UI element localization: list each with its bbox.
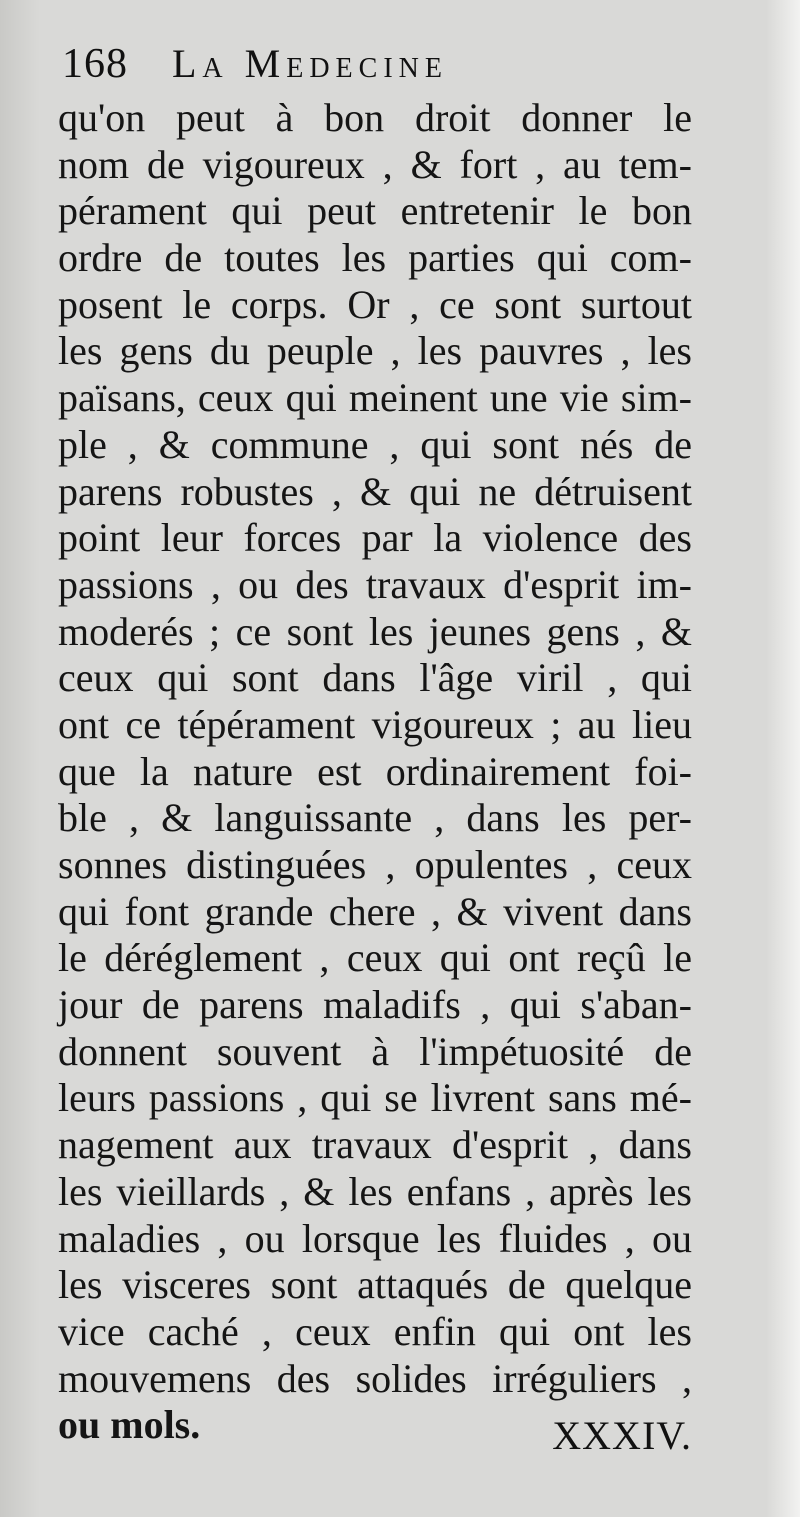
text-line: posent le corps. Or , ce sont surtout bbox=[58, 281, 692, 327]
text-line: sonnes distinguées , opulentes , ceux bbox=[58, 842, 692, 887]
text-line: ceux qui sont dans l'âge viril , qui bbox=[58, 655, 692, 701]
text-line: leurs passions , qui se livrent sans mé- bbox=[58, 1075, 692, 1121]
text-line: ordre de toutes les parties qui com- bbox=[58, 235, 692, 281]
text-line: nagement aux travaux d'esprit , dans bbox=[58, 1122, 692, 1168]
text-line: parens robustes , & qui ne détruisent bbox=[58, 468, 692, 514]
text-line-final: ou mols. bbox=[58, 1402, 201, 1448]
text-line: passions , ou des travaux d'esprit im- bbox=[58, 561, 692, 607]
text-line: pérament qui peut entretenir le bon bbox=[58, 188, 692, 234]
page-number: 168 bbox=[62, 41, 128, 87]
text-line: moderés ; ce sont les jeunes gens , & bbox=[58, 608, 692, 654]
text-line: païsans, ceux qui meinent une vie sim- bbox=[58, 375, 692, 421]
running-title: La Medecine bbox=[172, 41, 448, 86]
text-line: maladies , ou lorsque les fluides , ou bbox=[58, 1215, 692, 1261]
text-line: mouvemens des solides irréguliers , bbox=[58, 1355, 692, 1401]
text-line: les gens du peuple , les pauvres , les bbox=[58, 328, 692, 374]
text-line: ple , & commune , qui sont nés de bbox=[58, 421, 692, 467]
text-line: qui font grande chere , & vivent dans bbox=[58, 888, 692, 934]
text-line: vice caché , ceux enfin qui ont les bbox=[58, 1308, 692, 1354]
text-line: que la nature est ordinairement foi- bbox=[58, 748, 692, 794]
text-line: le déréglement , ceux qui ont reçû le bbox=[58, 935, 692, 981]
page-header bbox=[62, 40, 448, 88]
text-line: ble , & languissante , dans les per- bbox=[58, 795, 692, 841]
text-line: qu'on peut à bon droit donner le bbox=[58, 95, 692, 140]
text-line: les visceres sont attaqués de quelque bbox=[58, 1262, 692, 1308]
text-line: donnent souvent à l'impétuosité de bbox=[58, 1028, 692, 1074]
text-line: jour de parens maladifs , qui s'aban- bbox=[58, 982, 692, 1028]
text-line: point leur forces par la violence des bbox=[58, 515, 692, 561]
body-text bbox=[58, 95, 692, 1449]
catchword: XXXIV. bbox=[552, 1413, 692, 1458]
text-line: ont ce tépérament vigoureux ; au lieu bbox=[58, 701, 692, 747]
text-line: nom de vigoureux , & fort , au tem- bbox=[58, 141, 692, 187]
text-line: les vieillards , & les enfans , après les bbox=[58, 1168, 692, 1214]
